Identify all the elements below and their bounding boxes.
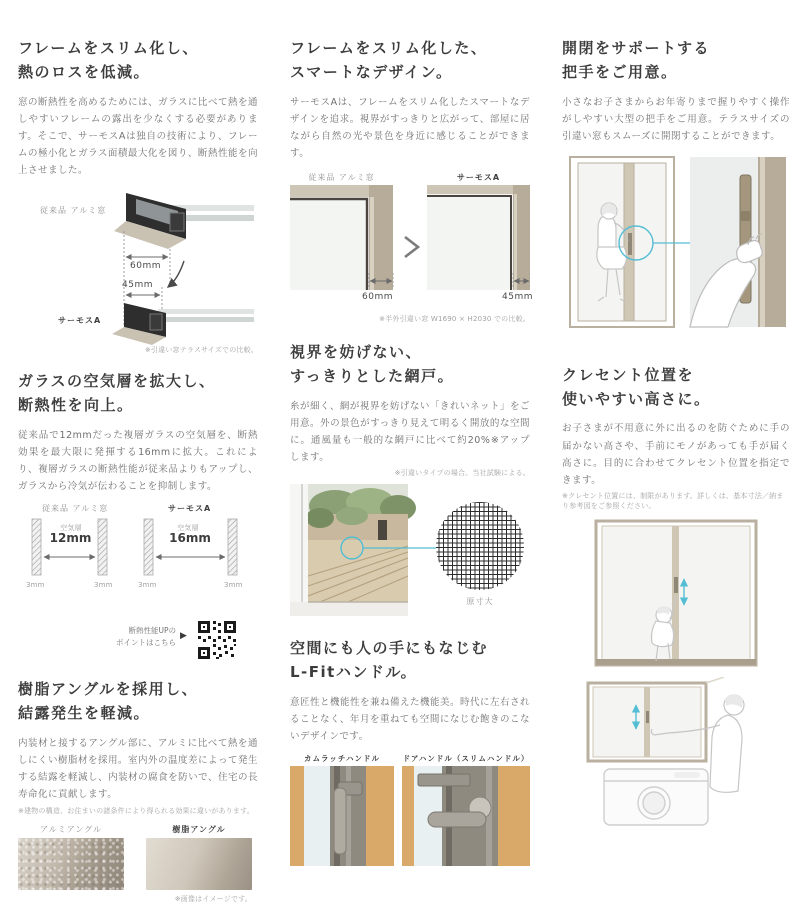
actual-size-label: 原寸大 (466, 596, 494, 606)
label-conventional: 従来品 アルミ窓 (40, 206, 107, 216)
section-title-line2: すっきりとした網戸。 (290, 367, 455, 386)
pane-3mm: 3mm (94, 581, 113, 590)
section-slim-frame (18, 36, 258, 355)
section-body: 糸が細く、網が視界を妨げない「きれいネット」をご用意。外の景色がすっきり見えて明るく開放的な空間に。通風量も一般的な網戸に比べて約20%※アップします。 (290, 400, 530, 463)
frame-crosssection-diagram (18, 187, 258, 355)
section-title-line2: L-Fitハンドル。 (290, 663, 418, 682)
gap-16mm: 16mm (169, 531, 211, 546)
section-title (290, 36, 530, 85)
section-title (18, 369, 258, 418)
label-alumi-angle: アルミアングル (40, 825, 102, 834)
section-title-line1: 視界を妨げない、 (290, 342, 423, 361)
section-lfit-handle (290, 636, 530, 871)
section-title-line2: 把手をご用意。 (562, 63, 678, 82)
footnote: ※建物の構造、お住まいの諸条件により得られる効果に違いがあります。 (18, 807, 254, 815)
window-corner-art (290, 185, 530, 307)
label-camlatch-handle: カムラッチハンドル (304, 753, 380, 763)
dim-45mm: 45mm (122, 280, 153, 291)
section-crescent-height (562, 363, 790, 827)
section-title-line2: 結露発生を軽減。 (18, 704, 151, 723)
arrow-right-icon (405, 237, 418, 257)
section-title-line1: 開閉をサポートする (562, 39, 711, 57)
footnote: ※半外引違い窓 W1690 × H2030 での比較。 (379, 314, 530, 323)
section-screen (290, 340, 530, 622)
section-title (562, 363, 790, 412)
qr-caption-line1: 断熱性能UPの (128, 626, 176, 636)
section-title-line2: 断熱性を向上。 (18, 396, 134, 415)
label-conventional: 従来品 アルミ窓 (308, 172, 375, 182)
frame-comparison-diagram (290, 172, 533, 324)
section-title (562, 36, 790, 85)
section-title-line1: 樹脂アングルを採用し、 (18, 680, 199, 699)
label-thermos-a: サーモスA (168, 504, 212, 514)
section-body: お子さまが不用意に外に出るのを防ぐために手の届かない高さや、手前にモノがあっても手が届く高さに。目的に合わせてクレセント位置を指定できます。 (562, 423, 790, 486)
section-body: サーモスAは、フレームをスリム化したスマートなデザインを追求。視界がすっきりと広がって、部屋に居ながら自然の光や景色を身近に感じることができます。 (290, 96, 530, 159)
handle-photos (290, 753, 530, 871)
gap-12mm: 12mm (49, 531, 92, 546)
grip-illustration (562, 155, 790, 347)
label-conventional: 従来品 アルミ窓 (42, 504, 109, 514)
section-body: 従来品で12mmだった複層ガラスの空気層を、断熱効果を最大限に発揮する16mmに拡大。これにより、複層ガラスの断熱性能が従来品よりもアップし、ガラスから冷気が伝わることを抑制します。 (18, 429, 258, 492)
section-air-layer (18, 369, 258, 665)
footnote: ※引違いタイプの場合。当社試験による。 (394, 468, 530, 477)
dim-60mm: 60mm (362, 291, 393, 302)
crescent-reach-illustration (562, 677, 790, 827)
label-resin-angle: 樹脂アングル (172, 825, 226, 834)
section-title (18, 36, 258, 85)
section-title-line1: フレームをスリム化した、 (290, 39, 488, 57)
image-disclaimer: ※画像はイメージです。 (174, 895, 252, 903)
pane-3mm: 3mm (138, 581, 157, 590)
dim-45mm: 45mm (502, 291, 533, 302)
air-gap-art (18, 517, 258, 589)
pane-3mm: 3mm (26, 581, 45, 590)
section-title-line1: フレームをスリム化し、 (18, 39, 199, 57)
section-body: 窓の断熱性を高めるためには、ガラスに比べて熱を通しやすいフレームの露出を少なくする必要があります。そこで、サーモスAは独自の技術により、フレームの極小化とガラス面積最大化を図り、断熱性能を向上させました。 (18, 96, 258, 176)
section-grip-handle (562, 36, 790, 347)
qr-caption (114, 625, 176, 649)
section-title-line1: ガラスの空気層を拡大し、 (18, 372, 216, 391)
qr-code-icon (196, 619, 238, 661)
crescent-high-illustration (562, 519, 790, 671)
qr-link-block (18, 617, 258, 665)
play-triangle-icon: ▶ (180, 631, 187, 642)
handle-photos-art (290, 766, 530, 866)
column-right (562, 0, 790, 827)
section-title-line2: スマートなデザイン。 (290, 63, 453, 82)
label-door-handle: ドアハンドル（スリムハンドル） (402, 753, 530, 763)
label-thermos-a: サーモスA (58, 316, 102, 326)
section-body: 小さなお子さまからお年寄りまで握りやすく操作がしやすい大型の把手をご用意。テラスサイズの引違い窓もスムーズに開閉することができます。 (562, 96, 790, 142)
resin-angle-photo (146, 838, 252, 890)
section-title-line1: クレセント位置を (562, 365, 695, 384)
footnote: ※クレセント位置には、制限があります。詳しくは、基本寸法／納まり参考図をご参照ください。 (562, 491, 784, 510)
screen-mesh-figure (290, 484, 530, 622)
section-title-line2: 使いやすい高さに。 (562, 390, 711, 409)
section-title (290, 340, 530, 389)
air-layer-label: 空気層 (60, 524, 82, 533)
section-resin-angle (18, 677, 258, 902)
pane-3mm: 3mm (224, 581, 243, 590)
alumi-angle-photo (18, 838, 124, 890)
angle-photos (18, 824, 258, 902)
label-thermos-a: サーモスA (456, 172, 501, 182)
air-layer-label: 空気層 (177, 524, 199, 533)
section-title-line2: 熱のロスを低減。 (18, 63, 151, 82)
footnote: ※引違い窓テラスサイズでの比較。 (144, 346, 258, 355)
qr-caption-line2: ポイントはこちら (116, 638, 176, 648)
section-title (290, 636, 530, 685)
dim-60mm: 60mm (130, 261, 161, 272)
section-body: 意匠性と機能性を兼ね備えた機能美。時代に左右されることなく、年月を重ねても空間になじむ飽きのこないデザインです。 (290, 696, 531, 742)
section-title (18, 677, 258, 726)
section-smart-design (290, 36, 533, 324)
section-title-line1: 空間にも人の手にもなじむ (290, 638, 489, 657)
column-middle (290, 0, 533, 871)
air-gap-diagram (18, 503, 258, 611)
column-left (18, 0, 258, 902)
section-body: 内装材と接するアングル部に、アルミに比べて熱を通しにくい樹脂材を採用。室内外の温度差によって発生する結露を軽減し、内装材の腐食を防いで、住宅の長寿命化に貢献します。 (18, 737, 259, 800)
